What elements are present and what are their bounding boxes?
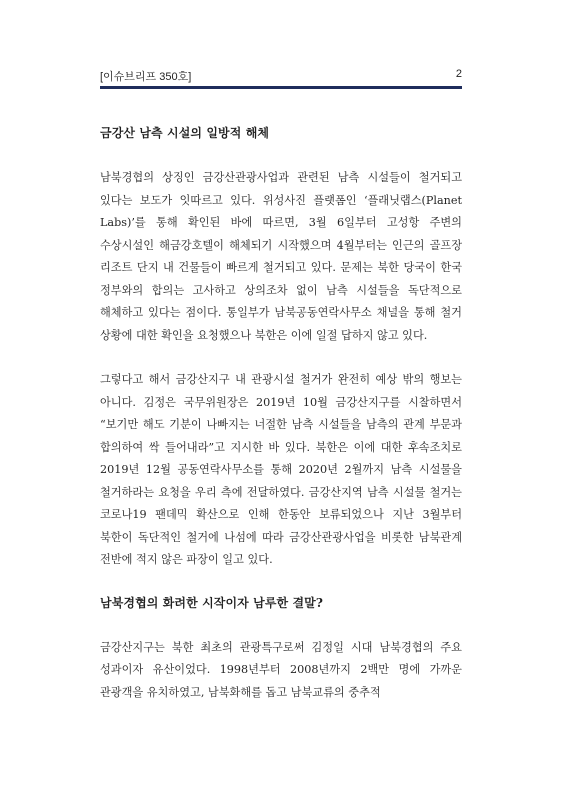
document-body xyxy=(100,118,462,704)
section-inter-korean-cooperation xyxy=(100,594,462,705)
issue-brief-title: [이슈브리프 350호] xyxy=(100,71,192,83)
paragraph: 남북경협의 상징인 금강산관광사업과 관련된 남측 시설들이 철거되고 있다는 보도가 잇따르고 있다. 위성사진 플랫폼인 ‘플래닛랩스(Planet Labs)’를 통해 확인된 바에 따르면, 3월 6일부터 고성항 주변의 수상시설인 해금강호텔이 해체되기 시작했으며 4월부터는 인근의 골프장 리조트 단지 내 건물들이 빠르게 철거되고 있다. 문제는 북한 당국이 한국 정부와의 합의는 고사하고 상의조차 없이 남측 시설들을 독단적으로 해체하고 있다는 점이다. 통일부가 남북공동연락사무소 채널을 통해 철거 상황에 대한 확인을 요청했으나 북한은 이에 일절 답하지 않고 있다. xyxy=(100,171,462,342)
section-heading: 금강산 남측 시설의 일방적 해체 xyxy=(100,126,270,140)
paragraph: 그렇다고 해서 금강산지구 내 관광시설 철거가 완전히 예상 밖의 행보는 아니다. 김정은 국무위원장은 2019년 10월 금강산지구를 시찰하면서 “보기만 해도 기분이 나빠지는 너절한 남측 시설들을 남측의 관계 부문과 합의하여 싹 들어내라”고 지시한 바 있다. 북한은 이에 대한 후속조치로 2019년 12월 공동연락사무소를 통해 2020년 2월까지 남측 시설물을 철거하라는 요청을 우리 측에 전달하였다. 금강산지역 남측 시설물 철거는 코로나19 팬데믹 확산으로 인해 한동안 보류되었으나 지난 3월부터 북한이 독단적인 철거에 나섬에 따라 금강산관광사업을 비롯한 남북관계 전반에 적지 않은 파장이 일고 있다. xyxy=(100,373,462,566)
paragraph: 금강산지구는 북한 최초의 관광특구로써 김정일 시대 남북경협의 주요 성과이자 유산이었다. 1998년부터 2008년까지 2백만 명에 가까운 관광객을 유치하였고, 남북화해를 돕고 남북교류의 중추적 xyxy=(100,640,462,699)
section-heading: 남북경협의 화려한 시작이자 남루한 결말? xyxy=(100,595,324,610)
page-number: 2 xyxy=(455,68,462,80)
page-header xyxy=(100,68,462,86)
section-dismantling xyxy=(100,124,462,572)
header-rule xyxy=(100,86,462,89)
